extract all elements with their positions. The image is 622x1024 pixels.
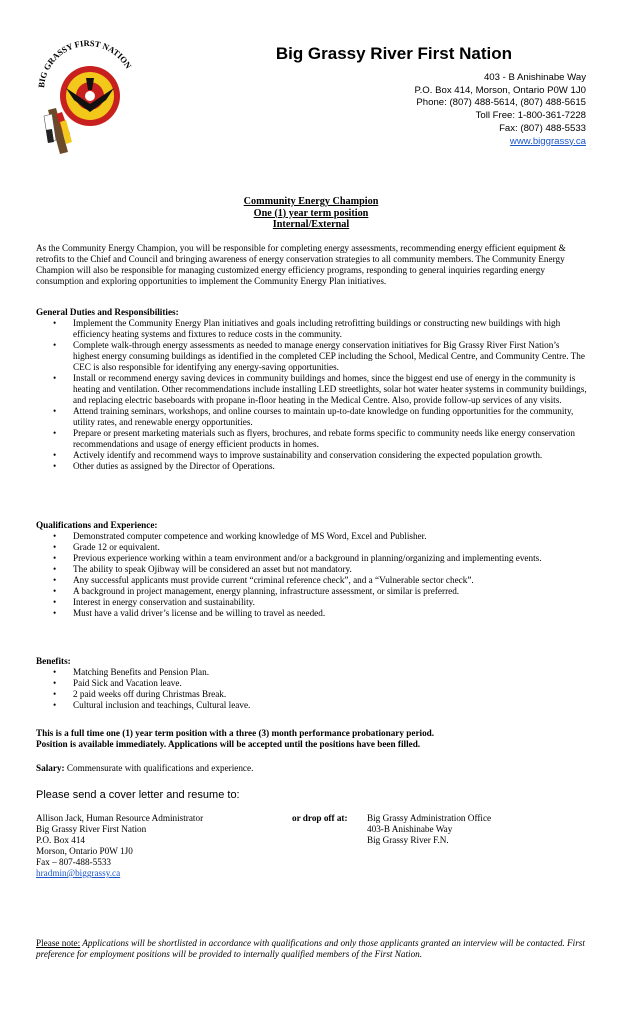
availability-line: Position is available immediately. Applications will be accepted until the positions have been filled. bbox=[36, 739, 421, 749]
list-item: • 2 paid weeks off during Christmas Break. bbox=[36, 689, 588, 700]
apply-prompt: Please send a cover letter and resume to: bbox=[36, 789, 240, 801]
drop-off-line: 403-B Anishinabe Way bbox=[367, 824, 453, 834]
list-item: • Prepare or present marketing materials such as flyers, brochures, and rebate forms specific to community needs like energy conservation recommendations and usage of energy efficient products in homes. bbox=[36, 428, 588, 450]
qualifications-section bbox=[36, 520, 588, 619]
list-item: • The ability to speak Ojibway will be considered an asset but not mandatory. bbox=[36, 564, 588, 575]
note-label: Please note: bbox=[36, 938, 81, 948]
list-item: • Paid Sick and Vacation leave. bbox=[36, 678, 588, 689]
probation-notice bbox=[36, 728, 588, 750]
salary-text: Commensurate with qualifications and experience. bbox=[64, 763, 254, 773]
duties-section bbox=[36, 307, 588, 472]
section-heading: Benefits: bbox=[36, 656, 71, 666]
thunderbird-emblem-icon bbox=[30, 30, 140, 155]
intro-paragraph: As the Community Energy Champion, you will be responsible for completing energy assessments, recommending energy efficient equipment & retrofits to the Chief and Council and bringing awareness of energy conservation strategies to all community members. The Community Energy Champion will also be responsible for managing customized energy efficiency programs, responding to general inquiries regarding energy consumption and exploring opportunities to implement the Community Energy Plan initiatives. bbox=[36, 243, 566, 286]
logo bbox=[30, 30, 140, 155]
mail-to-block bbox=[36, 813, 203, 879]
contact-address-block bbox=[414, 72, 586, 148]
drop-off-label: or drop off at: bbox=[292, 813, 348, 823]
list-item: • Complete walk-through energy assessments as needed to manage energy conservation initiatives for Big Grassy River First Nation’s highest energy consuming buildings as identified in the completed CEP including the School, Medical Centre, and Community Centre. The CEC is also responsible for identifying any energy-saving opportunities. bbox=[36, 340, 588, 373]
list-item: • Matching Benefits and Pension Plan. bbox=[36, 667, 588, 678]
organization-name: Big Grassy River First Nation bbox=[275, 44, 512, 63]
list-item: • Interest in energy conservation and sustainability. bbox=[36, 597, 588, 608]
list-item: • Install or recommend energy saving devices in community buildings and homes, since the biggest end use of energy in the community is heating and ventilation. Other recommendations include installing LED streetlights, solar hot water heater systems in community buildings, and replacing electric baseboards with propane in-floor heating in the Medical Centre. Also, provide follow-up services of any visits. bbox=[36, 373, 588, 406]
list-item: • Actively identify and recommend ways to improve sustainability and conservation considering the expected population growth. bbox=[36, 450, 588, 461]
job-type: Internal/External bbox=[272, 219, 350, 230]
qualifications-list bbox=[36, 531, 588, 619]
footer-note bbox=[36, 938, 588, 960]
duties-list bbox=[36, 318, 588, 472]
mail-line: Allison Jack, Human Resource Administrator bbox=[36, 813, 204, 823]
list-item: • A background in project management, energy planning, infrastructure assessment, or similar is preferred. bbox=[36, 586, 588, 597]
email-link[interactable]: hradmin@biggrassy.ca bbox=[36, 868, 121, 878]
job-term: One (1) year term position bbox=[253, 207, 369, 219]
list-item: • Attend training seminars, workshops, and online courses to maintain up-to-date knowledge on funding opportunities for the community, utility rates, and renewable energy opportunities. bbox=[36, 406, 588, 428]
benefits-section bbox=[36, 656, 588, 711]
note-text: Applications will be shortlisted in accordance with qualifications and only those applicants granted an interview will be contacted. First preference for employment positions will be provided to internally qualified members of the First Nation. bbox=[36, 938, 585, 959]
address-line: P.O. Box 414, Morson, Ontario P0W 1J0 bbox=[414, 84, 586, 96]
drop-off-line: Big Grassy Administration Office bbox=[367, 813, 492, 823]
address-line: 403 - B Anishinabe Way bbox=[483, 72, 586, 83]
benefits-list bbox=[36, 667, 588, 711]
drop-off-line: Big Grassy River F.N. bbox=[367, 835, 449, 845]
phone-line: Phone: (807) 488-5614, (807) 488-5615 bbox=[416, 97, 586, 109]
mail-line: Big Grassy River First Nation bbox=[36, 824, 147, 834]
job-title: Community Energy Champion bbox=[243, 196, 379, 207]
list-item: • Any successful applicants must provide current “criminal reference check”, and a “Vulnerable sector check”. bbox=[36, 575, 588, 586]
section-heading: General Duties and Responsibilities: bbox=[36, 307, 179, 317]
list-item: • Other duties as assigned by the Director of Operations. bbox=[36, 461, 588, 472]
logo-text: BIG GRASSY FIRST NATION bbox=[35, 37, 134, 89]
list-item: • Demonstrated computer competence and working knowledge of MS Word, Excel and Publisher. bbox=[36, 531, 588, 542]
mail-line: P.O. Box 414 bbox=[36, 835, 86, 845]
salary-label: Salary: bbox=[36, 763, 65, 773]
list-item: • Must have a valid driver’s license and be willing to travel as needed. bbox=[36, 608, 588, 619]
list-item: • Cultural inclusion and teachings, Cultural leave. bbox=[36, 700, 588, 711]
job-title-block bbox=[0, 196, 622, 231]
probation-line: This is a full time one (1) year term position with a three (3) month performance probationary period. bbox=[36, 728, 435, 738]
fax-line: Fax: (807) 488-5533 bbox=[499, 122, 586, 134]
mail-line: Fax – 807-488-5533 bbox=[36, 857, 112, 867]
toll-free-line: Toll Free: 1-800-361-7228 bbox=[475, 110, 586, 122]
list-item: • Previous experience working within a team environment and/or a background in planning/organizing and implementing events. bbox=[36, 553, 588, 564]
mail-line: Morson, Ontario P0W 1J0 bbox=[36, 846, 133, 856]
drop-off-block bbox=[367, 813, 491, 846]
list-item: • Implement the Community Energy Plan initiatives and goals including retrofitting buildings or constructing new buildings with high efficiency heating systems and fixtures to reduce costs in the community. bbox=[36, 318, 588, 340]
list-item: • Grade 12 or equivalent. bbox=[36, 542, 588, 553]
section-heading: Qualifications and Experience: bbox=[36, 520, 158, 530]
salary-line bbox=[36, 763, 588, 774]
website-link[interactable]: www.biggrassy.ca bbox=[509, 135, 586, 147]
